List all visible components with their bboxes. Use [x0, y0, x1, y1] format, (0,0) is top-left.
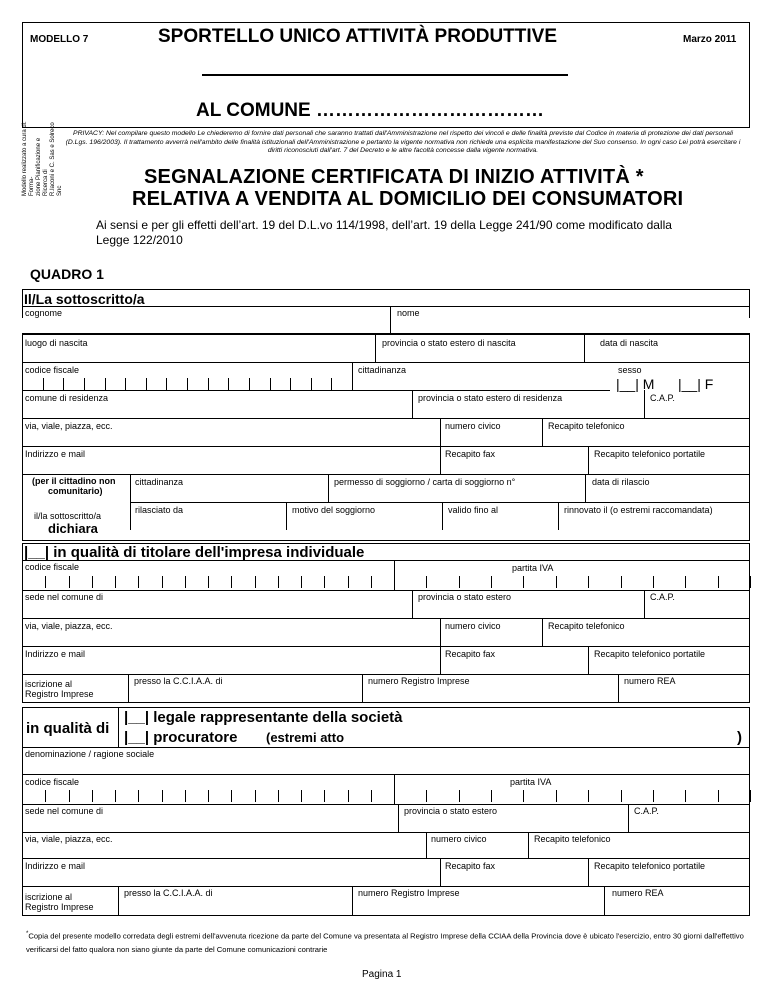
- digit-box-divider: [146, 378, 147, 390]
- digit-box-divider: [185, 576, 186, 588]
- divider: [440, 418, 441, 446]
- digit-box-divider: [491, 790, 492, 802]
- digit-box-divider: [63, 378, 64, 390]
- digit-box-divider: [84, 378, 85, 390]
- digit-box-divider: [255, 790, 256, 802]
- privacy-notice: PRIVACY: Nel compilare questo modello Le chiederemo di fornire dati personali che saranno trattati dall'Amministrazione nel rispetto dei vincoli e delle finalità previste dal Codice in materia di protezione dei dati personali (D.Lgs. 196/2003). Il trattamento avverrà nell'ambito delle finalità istituzionali dell'Amministrazione e pertanto la vigente normativa non richiede una esplicita manifestazione del Suo consenso. In ogni caso Lei potrà esercitare i diritti riconosciuti dall'art. 7 del Decreto e le altre facoltà concesse dalla vigente normativa.: [65, 130, 741, 154]
- divider: [644, 390, 645, 418]
- office-title: SPORTELLO UNICO ATTIVITÀ PRODUTTIVE: [158, 26, 557, 47]
- divider: [118, 707, 119, 747]
- non-comunitario-label-2: comunitario): [48, 486, 103, 496]
- digit-box-divider: [750, 790, 751, 802]
- main-title-line2: RELATIVA A VENDITA AL DOMICILIO DEI CONSUMATORI: [132, 188, 684, 210]
- nome-field[interactable]: [390, 318, 750, 334]
- digit-box-divider: [371, 790, 372, 802]
- row-rule: [22, 804, 750, 805]
- divider: [528, 832, 529, 858]
- row-rule: [22, 832, 750, 833]
- label-rea: numero REA: [624, 676, 676, 686]
- legal-reference: Ai sensi e per gli effetti dell’art. 19 del D.L.vo 114/1998, dell’art. 19 della Legge 241/90 come modificato dalla Legge 122/2010: [96, 218, 672, 247]
- label-cap: C.A.P.: [650, 393, 675, 403]
- divider: [440, 446, 441, 474]
- label-prov-nascita: provincia o stato estero di nascita: [382, 338, 516, 348]
- title-rule: [202, 74, 568, 76]
- label-valido: valido fino al: [448, 505, 499, 515]
- digit-box-divider: [394, 576, 395, 588]
- model-number: MODELLO 7: [30, 34, 89, 45]
- il-la-sottoscritto: il/la sottoscritto/a: [34, 511, 102, 521]
- divider: [442, 502, 443, 530]
- label-civico: numero civico: [445, 621, 501, 631]
- cognome-field[interactable]: [22, 318, 391, 334]
- divider: [440, 858, 441, 886]
- digit-box-divider: [301, 576, 302, 588]
- label-partita-iva: partita IVA: [512, 563, 554, 573]
- digit-box-divider: [162, 790, 163, 802]
- row-rule: [22, 446, 750, 447]
- digit-box-divider: [270, 378, 271, 390]
- label-portatile: Recapito telefonico portatile: [594, 649, 706, 659]
- label-portatile: Recapito telefonico portatile: [594, 449, 706, 459]
- digit-box-divider: [621, 576, 622, 588]
- digit-box-divider: [208, 790, 209, 802]
- digit-box-divider: [231, 576, 232, 588]
- label-motivo: motivo del soggiorno: [292, 505, 376, 515]
- label-civico: numero civico: [431, 834, 487, 844]
- row-rule: [22, 674, 750, 675]
- footnote: *Copia del presente modello corredata degli estremi dell'avvenuta ricezione da parte del Comune va presentata al Registro Imprese della CCIAA della Provincia dove è ubicato l'esercizio, entro 30 giorni dall'effettivo verificarsi del fatto qualora non siano giunte da parte del Comune comunicazioni contrarie: [26, 931, 744, 954]
- label-mail: Indirizzo e mail: [25, 449, 86, 459]
- divider: [412, 390, 413, 418]
- digit-box-divider: [331, 378, 332, 390]
- label-via: via, viale, piazza, ecc.: [25, 421, 113, 431]
- label-fax: Recapito fax: [445, 649, 496, 659]
- label-cciaa: presso la C.C.I.A.A. di: [134, 676, 223, 686]
- digit-box-divider: [653, 576, 654, 588]
- label-rilasciato: rilasciato da: [135, 505, 184, 515]
- digit-box-divider: [162, 576, 163, 588]
- label-registro: numero Registro Imprese: [368, 676, 470, 686]
- cf-digit-boxes[interactable]: [22, 576, 394, 588]
- digit-box-divider: [115, 576, 116, 588]
- divider: [584, 334, 585, 362]
- sesso-m-checkbox[interactable]: |__| M: [616, 376, 655, 392]
- label-mail: Indirizzo e mail: [25, 861, 86, 871]
- digit-box-divider: [718, 576, 719, 588]
- divider: [426, 832, 427, 858]
- digit-box-divider: [166, 378, 167, 390]
- sottoscritto-heading: Il/La sottoscritto/a: [24, 291, 145, 307]
- digit-box-divider: [556, 576, 557, 588]
- divider: [375, 334, 376, 362]
- row-rule: [22, 362, 750, 363]
- digit-box-divider: [523, 790, 524, 802]
- divider: [604, 886, 605, 916]
- row-rule: [22, 474, 750, 475]
- digit-box-divider: [653, 790, 654, 802]
- label-iscrizione-2: Registro Imprese: [25, 902, 94, 912]
- divider: [542, 618, 543, 646]
- divider: [440, 646, 441, 674]
- divider: [644, 590, 645, 618]
- label-telefono: Recapito telefonico: [534, 834, 611, 844]
- piva-digit-boxes[interactable]: [394, 576, 750, 588]
- row-rule: [22, 646, 750, 647]
- comune-line[interactable]: AL COMUNE ………………………………: [196, 100, 544, 121]
- divider: [352, 362, 353, 390]
- label-luogo-nascita: luogo di nascita: [25, 338, 88, 348]
- label-mail: Indirizzo e mail: [25, 649, 86, 659]
- label-cap: C.A.P.: [650, 592, 675, 602]
- procuratore-option[interactable]: |__| procuratore: [124, 729, 238, 746]
- digit-box-divider: [69, 576, 70, 588]
- label-registro: numero Registro Imprese: [358, 888, 460, 898]
- digit-box-divider: [185, 790, 186, 802]
- digit-box-divider: [311, 378, 312, 390]
- divider: [588, 858, 589, 886]
- divider: [585, 474, 586, 502]
- row-rule: [22, 858, 750, 859]
- digit-box-divider: [348, 790, 349, 802]
- label-denominazione: denominazione / ragione sociale: [25, 749, 155, 759]
- digit-box-divider: [22, 790, 23, 802]
- digit-box-divider: [115, 790, 116, 802]
- digit-box-divider: [491, 576, 492, 588]
- section-rule: [22, 747, 750, 748]
- label-via: via, viale, piazza, ecc.: [25, 621, 113, 631]
- divider: [588, 446, 589, 474]
- sesso-f-checkbox[interactable]: |__| F: [678, 376, 714, 392]
- divider: [128, 674, 129, 703]
- label-fax: Recapito fax: [445, 861, 496, 871]
- titolare-heading[interactable]: |__| in qualità di titolare dell'impresa individuale: [24, 544, 365, 561]
- label-cciaa: presso la C.C.I.A.A. di: [124, 888, 213, 898]
- label-codice-fiscale: codice fiscale: [25, 562, 80, 572]
- digit-box-divider: [523, 576, 524, 588]
- digit-box-divider: [22, 576, 23, 588]
- dichiara-label: dichiara: [48, 521, 98, 536]
- digit-box-divider: [105, 378, 106, 390]
- main-title-line1: SEGNALAZIONE CERTIFICATA DI INIZIO ATTIVITÀ *: [144, 166, 644, 188]
- digit-box-divider: [278, 576, 279, 588]
- label-fax: Recapito fax: [445, 449, 496, 459]
- label-prov: provincia o stato estero: [418, 592, 512, 602]
- digit-box-divider: [394, 790, 395, 802]
- label-iscrizione: iscrizione al: [25, 679, 73, 689]
- label-sede: sede nel comune di: [25, 592, 104, 602]
- label-sesso: sesso: [618, 365, 642, 375]
- digit-box-divider: [685, 576, 686, 588]
- label-sede: sede nel comune di: [25, 806, 104, 816]
- label-codice-fiscale: codice fiscale: [25, 365, 80, 375]
- row-rule: [22, 886, 750, 887]
- cf-digit-boxes[interactable]: [22, 790, 394, 802]
- digit-box-divider: [324, 576, 325, 588]
- row-rule: [22, 774, 750, 775]
- edition-date: Marzo 2011: [683, 34, 737, 45]
- digit-box-divider: [588, 576, 589, 588]
- digit-box-divider: [125, 378, 126, 390]
- label-cittadinanza-2: cittadinanza: [135, 477, 184, 487]
- divider: [412, 590, 413, 618]
- digit-box-divider: [45, 576, 46, 588]
- digit-box-divider: [249, 378, 250, 390]
- digit-box-divider: [138, 576, 139, 588]
- label-iscrizione-2: Registro Imprese: [25, 689, 94, 699]
- quadro-title: QUADRO 1: [30, 266, 104, 282]
- non-comunitario-label: (per il cittadino non: [32, 476, 116, 486]
- digit-box-divider: [231, 790, 232, 802]
- row-rule: [352, 390, 610, 391]
- label-comune-residenza: comune di residenza: [25, 393, 109, 403]
- digit-box-divider: [718, 790, 719, 802]
- row-rule: [22, 590, 750, 591]
- divider: [118, 886, 119, 916]
- section-rule: [22, 306, 750, 307]
- piva-digit-boxes[interactable]: [394, 790, 750, 802]
- divider: [628, 804, 629, 832]
- label-telefono: Recapito telefonico: [548, 621, 625, 631]
- digit-box-divider: [92, 790, 93, 802]
- digit-box-divider: [290, 378, 291, 390]
- digit-box-divider: [301, 790, 302, 802]
- label-permesso: permesso di soggiorno / carta di soggiorno n°: [334, 477, 516, 487]
- digit-box-divider: [685, 790, 686, 802]
- digit-box-divider: [69, 790, 70, 802]
- digit-box-divider: [208, 576, 209, 588]
- divider: [286, 502, 287, 530]
- digit-box-divider: [556, 790, 557, 802]
- label-codice-fiscale: codice fiscale: [25, 777, 80, 787]
- label-partita-iva: partita IVA: [510, 777, 552, 787]
- cf-digit-boxes[interactable]: [22, 378, 352, 390]
- divider: [352, 886, 353, 916]
- label-cap: C.A.P.: [634, 806, 659, 816]
- digit-box-divider: [426, 576, 427, 588]
- label-prov-residenza: provincia o stato estero di residenza: [418, 393, 563, 403]
- row-rule: [22, 390, 352, 391]
- estremi-close: ): [737, 729, 742, 746]
- digit-box-divider: [588, 790, 589, 802]
- label-iscrizione: iscrizione al: [25, 892, 73, 902]
- row-rule: [130, 502, 750, 503]
- divider: [362, 674, 363, 703]
- digit-box-divider: [459, 790, 460, 802]
- digit-box-divider: [22, 378, 23, 390]
- row-rule: [22, 418, 750, 419]
- digit-box-divider: [621, 790, 622, 802]
- divider: [440, 618, 441, 646]
- label-data-nascita: data di nascita: [600, 338, 659, 348]
- digit-box-divider: [426, 790, 427, 802]
- divider: [328, 474, 329, 502]
- label-cognome: cognome: [25, 308, 63, 318]
- label-rinnovato: rinnovato il (o estremi raccomandata): [564, 505, 713, 515]
- digit-box-divider: [45, 790, 46, 802]
- legale-rappresentante-option[interactable]: |__| legale rappresentante della società: [124, 709, 403, 726]
- estremi-atto[interactable]: (estremi atto: [266, 730, 345, 745]
- label-via: via, viale, piazza, ecc.: [25, 834, 113, 844]
- digit-box-divider: [278, 790, 279, 802]
- row-rule: [22, 618, 750, 619]
- divider: [618, 674, 619, 703]
- digit-box-divider: [43, 378, 44, 390]
- digit-box-divider: [208, 378, 209, 390]
- digit-box-divider: [459, 576, 460, 588]
- page-number: Pagina 1: [362, 969, 402, 980]
- divider: [558, 502, 559, 530]
- digit-box-divider: [187, 378, 188, 390]
- digit-box-divider: [138, 790, 139, 802]
- digit-box-divider: [371, 576, 372, 588]
- label-data-rilascio: data di rilascio: [592, 477, 650, 487]
- divider: [588, 646, 589, 674]
- divider: [542, 418, 543, 446]
- digit-box-divider: [348, 576, 349, 588]
- side-credit: Modello realizzato a cura di: Forma- zione Pianificazione e Ricerca di R.Iaconi e C. Sas e Solreco Snc: [22, 121, 63, 196]
- label-nome: nome: [397, 308, 420, 318]
- in-qualita-label: in qualità di: [26, 720, 110, 737]
- digit-box-divider: [750, 576, 751, 588]
- digit-box-divider: [255, 576, 256, 588]
- row-rule: [22, 334, 750, 335]
- digit-box-divider: [92, 576, 93, 588]
- section-rule: [22, 560, 750, 561]
- label-prov: provincia o stato estero: [404, 806, 498, 816]
- label-portatile: Recapito telefonico portatile: [594, 861, 706, 871]
- divider: [398, 804, 399, 832]
- label-civico: numero civico: [445, 421, 501, 431]
- label-cittadinanza: cittadinanza: [358, 365, 407, 375]
- digit-box-divider: [228, 378, 229, 390]
- label-rea: numero REA: [612, 888, 664, 898]
- label-telefono: Recapito telefonico: [548, 421, 625, 431]
- digit-box-divider: [324, 790, 325, 802]
